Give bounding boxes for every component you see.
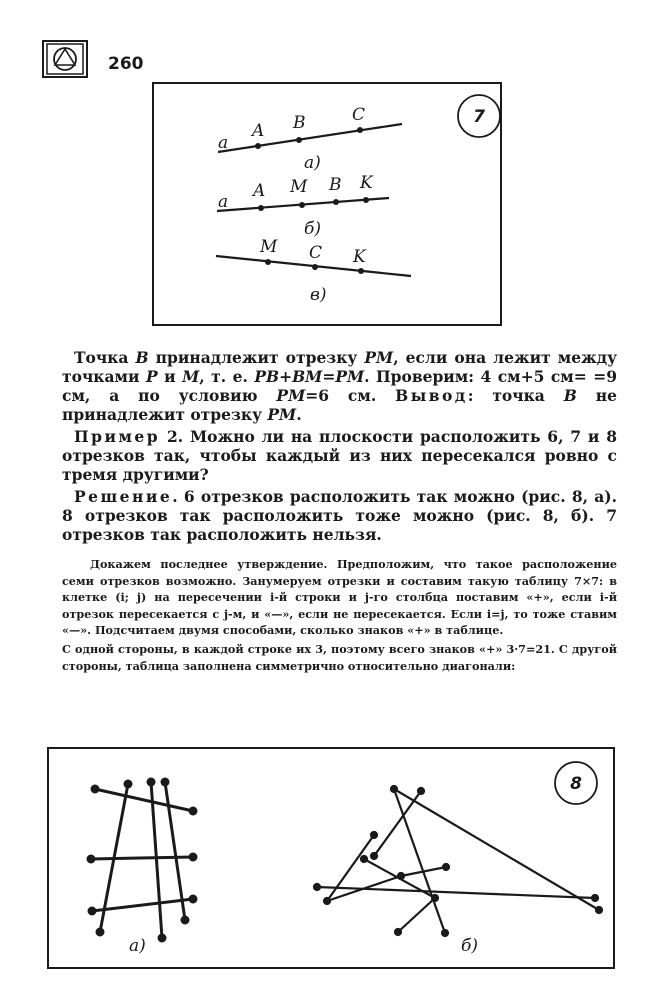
- figure-7-drawing: [154, 84, 504, 328]
- point-c-C: [312, 264, 318, 270]
- figure-8a-label: а): [129, 936, 146, 956]
- main-text: [62, 348, 617, 544]
- label-c-M: M: [260, 237, 278, 257]
- point-c-K: [358, 268, 364, 274]
- paragraph-conclusion: Точка B принадлежит отрезку PM, если она лежит между точками P и M, т. е. PB+BM=PM. Проверим: 4 см+5 см= =9 см, а по условию PM=6 см. Вывод: точка B не принадлежит отрезку PM.: [62, 348, 617, 424]
- line-a: [218, 124, 402, 152]
- point-a-C: [357, 127, 363, 133]
- label-b-A: A: [253, 181, 266, 201]
- figure-7: [152, 82, 502, 326]
- proof-paragraph-1: Докажем последнее утверждение. Предположим, что такое расположение семи отрезков возможно. Занумеруем отрезки и составим такую таблицу 7×7: в клетке (i; j) на пересечении i-й строки и j-го столбца поставим «+», если i-й отрезок пересекается с j-м, и «—», если не пересекается. Если i=j, то тоже ставим «—». Подсчитаем двумя способами, сколько знаков «+» в таблице.: [62, 557, 617, 638]
- point-a-A: [255, 143, 261, 149]
- figure-7-number: 7: [473, 107, 485, 127]
- label-b-B: B: [329, 175, 342, 195]
- proof-paragraph-2: С одной стороны, в каждой строке их 3, поэтому всего знаков «+» 3·7=21. С другой стороны, таблица заполнена симметрично относительно диагонали:: [62, 641, 617, 673]
- label-a-A: A: [252, 121, 265, 141]
- figure-8b-segments: [314, 786, 602, 936]
- label-c-C: C: [309, 243, 323, 263]
- label-c-K: K: [353, 247, 366, 267]
- label-b-M: M: [290, 177, 308, 197]
- point-b-A: [258, 205, 264, 211]
- point-b-K: [363, 197, 369, 203]
- label-b-K: K: [360, 173, 373, 193]
- figure-8-number: 8: [570, 774, 582, 794]
- paragraph-solution: Решение. 6 отрезков расположить так можно (рис. 8, а). 8 отрезков так расположить тоже можно (рис. 8, б). 7 отрезков так расположить нельзя.: [62, 487, 617, 544]
- proof-text: [62, 556, 617, 674]
- label-b-a: a: [218, 192, 229, 212]
- figure-8b-label: б): [461, 936, 479, 956]
- label-a-C: C: [352, 105, 366, 125]
- part-b-label: б): [304, 219, 322, 239]
- part-a-label: а): [304, 153, 321, 173]
- part-c-label: в): [310, 285, 327, 305]
- label-a-a: a: [218, 133, 229, 153]
- figure-8: [47, 747, 615, 969]
- figure-8-drawing: [49, 749, 617, 971]
- point-b-M: [299, 202, 305, 208]
- figure-8a-segments: [88, 779, 196, 941]
- label-a-B: B: [293, 113, 306, 133]
- point-c-M: [265, 259, 271, 265]
- point-a-B: [296, 137, 302, 143]
- page-number: 260: [108, 54, 144, 74]
- book-logo-icon: [42, 40, 88, 78]
- point-b-B: [333, 199, 339, 205]
- paragraph-example: Пример 2. Можно ли на плоскости расположить 6, 7 и 8 отрезков так, чтобы каждый из них пересекался ровно с тремя другими?: [62, 427, 617, 484]
